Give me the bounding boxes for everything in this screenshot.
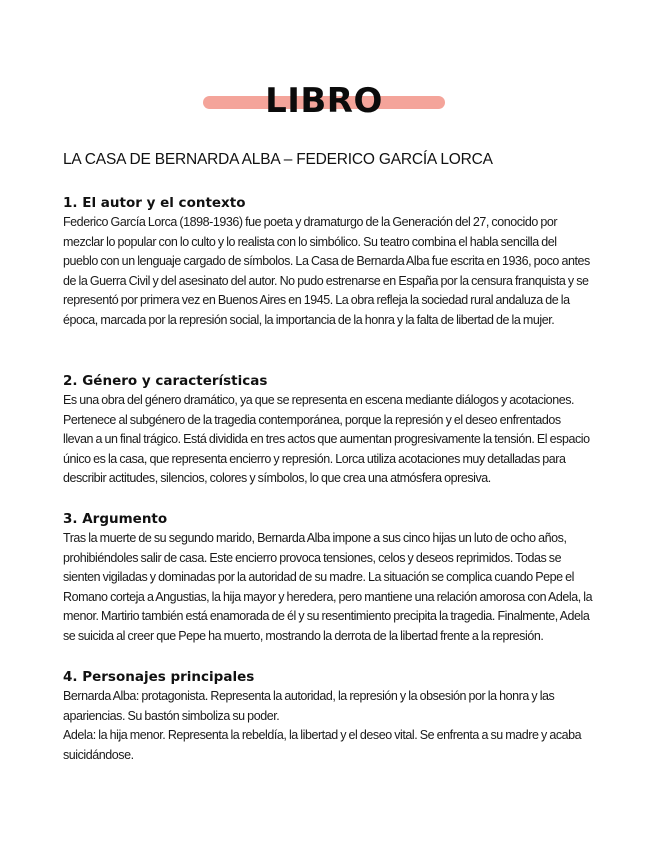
character-paragraph-bernarda: Bernarda Alba: protagonista. Representa la autoridad, la represión y la obsesión por la honra y las apariencias. Su bastón simboliza su poder. [63, 689, 555, 723]
section-genre [63, 371, 593, 489]
section-body [63, 687, 593, 765]
section-plot [63, 509, 593, 647]
section-paragraph: Tras la muerte de su segundo marido, Bernarda Alba impone a sus cinco hijas un luto de ocho años, prohibiéndoles salir de casa. Este encierro provoca tensiones, celos y deseos reprimidos. Todas se sienten vigiladas y dominadas por la autoridad de su madre. La situación se complica cuando Pepe el Romano corteja a Angustias, la hija mayor y heredera, pero mantiene una relación amorosa con Adela, la menor. Martirio también está enamorada de él y su resentimiento precipita la tragedia. Finalmente, Adela se suicida al creer que Pepe ha muerto, mostrando la derrota de la libertad frente a la represión. [63, 531, 593, 643]
title-block [203, 78, 445, 124]
section-author-context [63, 193, 593, 331]
section-body [63, 213, 593, 331]
book-subtitle: LA CASA DE BERNARDA ALBA – FEDERICO GARCÍA LORCA [63, 151, 493, 168]
section-characters [63, 667, 593, 765]
section-paragraph: Federico García Lorca (1898-1936) fue poeta y dramaturgo de la Generación del 27, conocido por mezclar lo popular con lo culto y lo realista con lo simbólico. Su teatro combina el habla sencilla del pueblo con un lenguaje cargado de símbolos. La Casa de Bernarda Alba fue escrita en 1936, poco antes de la Guerra Civil y del asesinato del autor. No pudo estrenarse en España por la censura franquista y se representó por primera vez en Buenos Aires en 1945. La obra refleja la sociedad rural andaluza de la época, marcada por la represión social, la importancia de la honra y la falta de libertad de la mujer. [63, 215, 590, 327]
section-paragraph: Es una obra del género dramático, ya que se representa en escena mediante diálogos y acotaciones. Pertenece al subgénero de la tragedia contemporánea, porque la represión y el deseo enfrentados llevan a un final trágico. Está dividida en tres actos que aumentan progresivamente la tensión. El espacio único es la casa, que representa encierro y represión. Lorca utiliza acotaciones muy detalladas para describir actitudes, silencios, colores y símbolos, lo que crea una atmósfera opresiva. [63, 393, 590, 486]
section-heading: 4. Personajes principales [63, 669, 255, 685]
page-title: LIBRO [265, 81, 383, 121]
character-paragraph-adela: Adela: la hija menor. Representa la rebeldía, la libertad y el deseo vital. Se enfrenta a su madre y acaba suicidándose. [63, 728, 582, 762]
section-body [63, 391, 593, 489]
section-body [63, 529, 593, 647]
section-heading: 1. El autor y el contexto [63, 195, 246, 211]
section-heading: 3. Argumento [63, 511, 168, 527]
section-heading: 2. Género y características [63, 373, 268, 389]
